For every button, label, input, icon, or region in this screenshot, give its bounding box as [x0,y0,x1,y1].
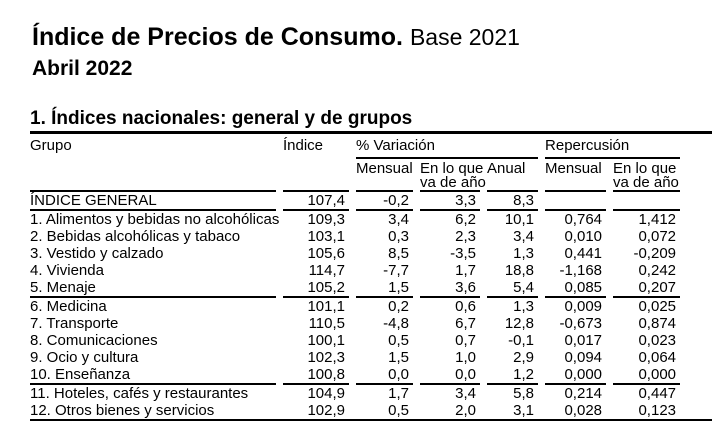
row-value-var_ano: 1,0 [455,349,476,366]
row-value-rep_mensual: -1,168 [559,262,603,279]
row-value-rep_mensual: 0,028 [564,402,603,419]
row-value-var_mensual: 0,5 [388,332,409,349]
col-header-var-anual: Anual [487,159,538,192]
row-value-indice: 107,4 [283,192,349,211]
col-header-indice: Índice [283,134,349,192]
row-value-rep_mensual: 0,214 [564,385,603,402]
row-value-rep_ano: 0,023 [638,332,677,349]
row-value-var_anual: 1,3 [513,245,535,262]
table-row [30,298,680,315]
row-value-rep_ano: 0,242 [638,262,677,279]
col-header-repercusion: Repercusión [545,134,680,159]
row-value-var_anual: 12,8 [504,315,535,332]
col-header-var-en-ano-label: En lo que va de año [420,160,486,191]
row-value-indice: 105,2 [283,279,349,298]
table-header [30,134,680,192]
row-value-indice: 109,3 [307,211,345,228]
row-value-rep_mensual: 0,010 [564,228,603,245]
page-title-base: Base 2021 [409,24,520,50]
ipc-table [23,134,687,419]
row-value-var_anual: 5,8 [513,385,535,402]
table-row [30,366,680,385]
row-value-var_mensual: 1,5 [388,349,409,366]
row-value-rep_mensual: 0,764 [564,211,603,228]
col-header-rep-en-ano [613,159,680,192]
row-value-var_ano: 1,7 [455,262,476,279]
row-label: 7. Transporte [30,315,119,332]
row-value-var_ano: 0,6 [455,298,476,315]
row-value-var_ano: -3,5 [450,245,476,262]
row-value-rep_mensual: 0,000 [545,366,606,385]
row-label: 11. Hoteles, cafés y restaurantes [30,385,249,402]
row-label: 3. Vestido y calzado [30,245,164,262]
table-row [30,228,680,245]
col-header-rep-mensual: Mensual [545,159,606,192]
row-value-var_mensual: 0,5 [388,402,409,419]
row-value-var_ano: 6,7 [455,315,476,332]
row-value-rep_ano [613,192,680,211]
row-value-indice: 103,1 [307,228,345,245]
row-value-rep_ano: 0,447 [638,385,677,402]
row-label: 6. Medicina [30,298,107,315]
row-value-rep_mensual: -0,673 [559,315,603,332]
page-title [32,23,714,52]
row-value-var_ano: 3,4 [455,385,476,402]
row-value-rep_mensual [545,192,606,211]
row-value-indice: 110,5 [308,315,345,332]
section-title: 1. Índices nacionales: general y de grupos [30,108,712,134]
row-label: 10. Enseñanza [30,366,276,385]
row-value-indice: 100,8 [283,366,349,385]
row-value-rep_mensual: 0,085 [545,279,606,298]
row-label: 12. Otros bienes y servicios [30,402,215,419]
row-value-rep_ano: 0,064 [638,349,677,366]
row-value-var_mensual: -0,2 [356,192,413,211]
table-row [30,349,680,366]
row-value-rep_ano: 0,025 [638,298,677,315]
row-value-var_mensual: 8,5 [388,245,409,262]
table-row [30,262,680,279]
row-value-indice: 100,1 [307,332,345,349]
table-row [30,402,680,419]
row-value-indice: 101,1 [307,298,345,315]
row-value-var_mensual: 1,5 [356,279,413,298]
page-title-main: Índice de Precios de Consumo. [32,23,403,51]
row-label: 8. Comunicaciones [30,332,158,349]
row-value-rep_mensual: 0,009 [564,298,603,315]
row-value-var_anual: 1,3 [513,298,535,315]
row-value-var_mensual: 3,4 [388,211,409,228]
row-value-rep_ano: 0,874 [638,315,677,332]
row-value-rep_ano: 0,000 [613,366,680,385]
table-header-row-groups [30,134,680,159]
row-value-var_ano: 0,0 [420,366,480,385]
row-value-indice: 105,6 [307,245,345,262]
row-value-var_anual: 8,3 [487,192,538,211]
col-header-grupo: Grupo [30,134,276,192]
row-value-rep_ano: 0,207 [613,279,680,298]
row-label: 9. Ocio y cultura [30,349,139,366]
row-value-var_anual: 10,1 [504,211,535,228]
row-value-var_anual: -0,1 [508,332,535,349]
col-header-var-mensual: Mensual [356,159,413,192]
row-value-var_ano: 3,6 [420,279,480,298]
table-row [30,332,680,349]
row-value-var_anual: 1,2 [487,366,538,385]
table-row [30,315,680,332]
row-label: 4. Vivienda [30,262,104,279]
row-value-indice: 104,9 [307,385,345,402]
row-label: 2. Bebidas alcohólicas y tabaco [30,228,241,245]
col-header-var-en-ano [420,159,486,192]
page-subtitle: Abril 2022 [32,57,133,80]
row-value-var_ano: 3,3 [420,192,480,211]
row-value-var_mensual: -4,8 [383,315,409,332]
col-header-rep-en-ano-label: En lo que va de año [613,160,679,191]
row-value-var_mensual: 1,7 [388,385,409,402]
row-value-indice: 102,3 [307,349,345,366]
row-value-var_mensual: 0,2 [388,298,409,315]
row-value-var_anual: 3,1 [513,402,535,419]
table-body [30,192,680,419]
row-value-var_ano: 0,7 [455,332,476,349]
row-value-var_anual: 18,8 [504,262,535,279]
row-value-var_ano: 2,0 [455,402,476,419]
table-row [30,385,680,402]
row-value-var_anual: 2,9 [513,349,535,366]
row-value-indice: 102,9 [307,402,345,419]
row-value-var_ano: 2,3 [455,228,476,245]
row-value-rep_ano: 0,072 [638,228,677,245]
row-label: 5. Menaje [30,279,276,298]
row-value-rep_ano: -0,209 [633,245,677,262]
table-row [30,245,680,262]
row-value-var_mensual: 0,0 [356,366,413,385]
table-row [30,211,680,228]
row-value-var_anual: 3,4 [513,228,535,245]
row-value-var_ano: 6,2 [455,211,476,228]
table-bottom-rule [30,419,712,421]
row-value-rep_ano: 0,123 [638,402,677,419]
row-value-var_mensual: 0,3 [388,228,409,245]
row-label: 1. Alimentos y bebidas no alcohólicas [30,211,280,228]
table-row [30,192,680,211]
row-value-rep_mensual: 0,094 [564,349,603,366]
row-value-rep_ano: 1,412 [638,211,677,228]
col-header-variacion: % Variación [356,134,538,159]
row-value-var_anual: 5,4 [487,279,538,298]
row-value-var_mensual: -7,7 [383,262,409,279]
row-value-rep_mensual: 0,017 [564,332,603,349]
row-label: ÍNDICE GENERAL [30,192,276,211]
table-row [30,279,680,298]
row-value-rep_mensual: 0,441 [564,245,603,262]
row-value-indice: 114,7 [308,262,345,279]
